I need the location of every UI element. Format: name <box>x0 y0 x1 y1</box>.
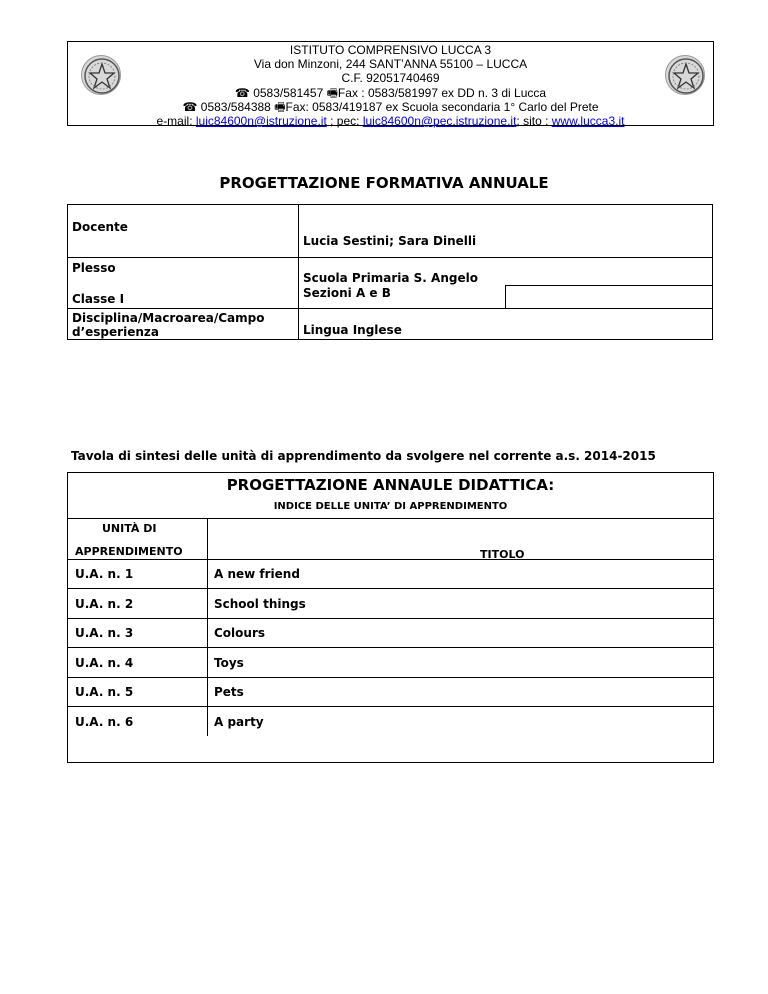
ua-column-divider <box>207 707 208 736</box>
ua-col-title-header: TITOLO <box>480 548 525 561</box>
empty-cell <box>506 286 713 309</box>
ua-number: U.A. n. 6 <box>75 714 134 729</box>
school-address: Via don Minzoni, 244 SANT’ANNA 55100 – LUCCA <box>253 57 528 72</box>
ua-title: Colours <box>214 626 266 640</box>
website-link[interactable]: www.lucca3.it <box>551 114 625 129</box>
ua-number: U.A. n. 1 <box>75 567 134 581</box>
ua-title: A new friend <box>214 567 300 581</box>
classe-label: Classe I <box>68 286 299 309</box>
document-title: PROGETTAZIONE FORMATIVA ANNUALE <box>219 174 549 192</box>
ua-row <box>68 559 713 589</box>
plesso-label: Plesso <box>68 258 299 286</box>
docente-value: Lucia Sestini; Sara Dinelli <box>299 205 713 258</box>
ua-table-title: PROGETTAZIONE ANNAULE DIDATTICA: <box>226 476 555 494</box>
ua-number: U.A. n. 5 <box>75 685 134 699</box>
ua-column-divider <box>207 618 208 647</box>
ua-column-divider <box>207 589 208 618</box>
ua-row <box>68 707 713 736</box>
plesso-value: Scuola Primaria S. Angelo <box>299 258 713 286</box>
ua-row <box>68 618 713 648</box>
ua-column-divider <box>207 677 208 706</box>
pec-link[interactable]: luic84600n@pec.istruzione.it <box>362 114 517 129</box>
ua-column-divider <box>207 559 208 588</box>
ua-number: U.A. n. 4 <box>75 655 134 670</box>
disciplina-value: Lingua Inglese <box>299 309 713 340</box>
ua-title: School things <box>214 596 306 611</box>
docente-label: Docente <box>68 205 299 258</box>
ua-title: Toys <box>214 655 244 670</box>
info-table <box>67 204 713 340</box>
school-header <box>67 41 714 129</box>
school-phone-2: ☎ 0583/584388 🖷Fax: 0583/419187 ex Scuola secondaria 1° Carlo del Prete <box>182 99 599 114</box>
synthesis-caption: Tavola di sintesi delle unità di apprendimento da svolgere nel corrente a.s. 2014-2015 <box>71 449 656 463</box>
ua-row <box>68 589 713 619</box>
ua-col-unit-header: UNITÀ DI APPRENDIMENTO <box>68 519 208 559</box>
school-contacts: e-mail: luic84600n@istruzione.it ; pec: luic84600n@pec.istruzione.it; sito : www.lucca3.it <box>156 114 625 129</box>
ua-number: U.A. n. 3 <box>75 626 134 640</box>
school-name: ISTITUTO COMPRENSIVO LUCCA 3 <box>289 43 492 57</box>
ua-row <box>68 648 713 678</box>
disciplina-label: Disciplina/Macroarea/Campo d’esperienza <box>68 309 299 340</box>
ua-title: Pets <box>214 685 244 699</box>
email-link[interactable]: luic84600n@istruzione.it <box>195 114 327 129</box>
ua-title: A party <box>214 714 264 729</box>
ua-table <box>67 472 714 763</box>
school-phone-1: ☎ 0583/581457 🖷Fax : 0583/581997 ex DD n. 3 di Lucca <box>234 85 547 100</box>
ua-table-subtitle: INDICE DELLE UNITA’ DI APPRENDIMENTO <box>273 501 508 512</box>
ua-table-header <box>68 518 713 560</box>
sezioni-value: Sezioni A e B <box>299 286 506 309</box>
school-tax-code: C.F. 92051740469 <box>341 71 440 86</box>
ua-number: U.A. n. 2 <box>75 596 134 611</box>
ua-row <box>68 677 713 707</box>
ua-column-divider <box>207 648 208 677</box>
